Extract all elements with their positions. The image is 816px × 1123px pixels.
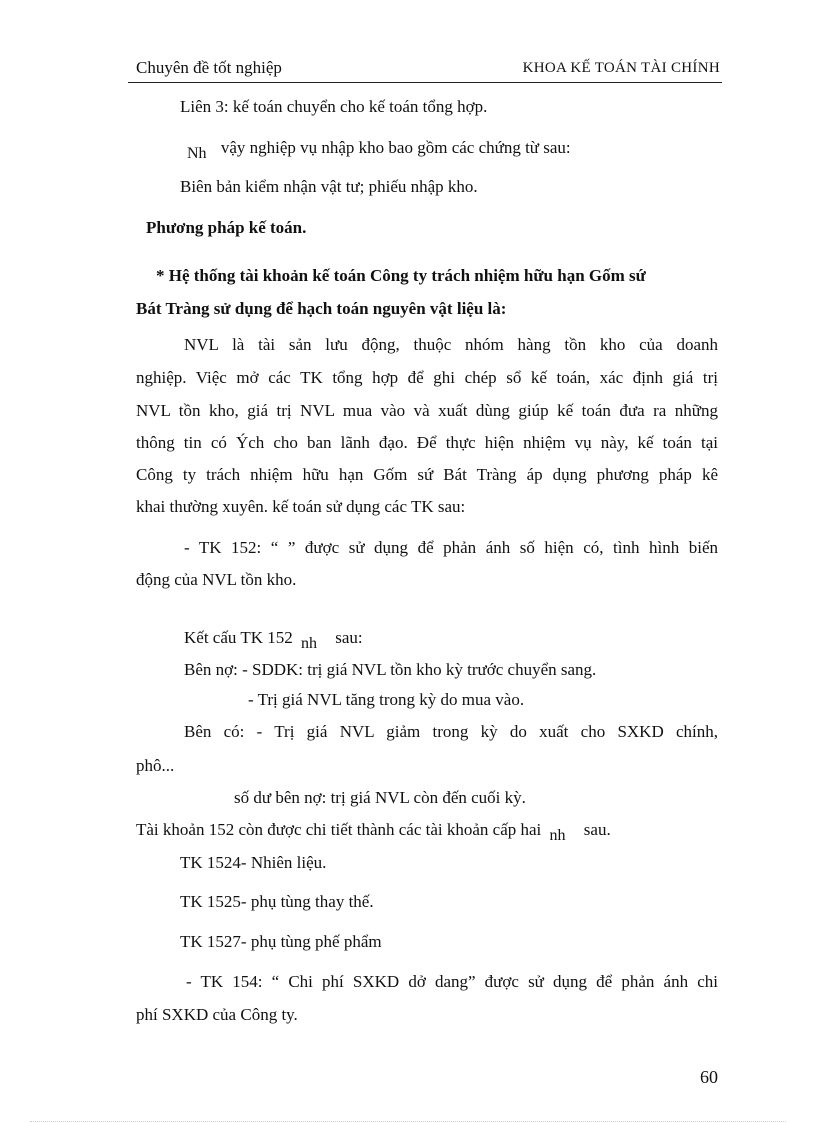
- text-line: [187, 138, 571, 162]
- text-fragment: vậy nghiệp vụ nhập kho bao gồm các chứng từ sau:: [220, 138, 571, 157]
- header-left: Chuyên đề tốt nghiệp: [136, 58, 282, 77]
- text-line: Liên 3: kế toán chuyển cho kế toán tổng hợp.: [180, 97, 488, 116]
- header-rule: [128, 82, 722, 83]
- paragraph-line: - TK 154: “ Chi phí SXKD dở dang” được sử dụng để phản ánh chi: [186, 972, 718, 991]
- text-line: TK 1527- phụ tùng phế phẩm: [180, 932, 382, 951]
- text-fragment: Tài khoản 152 còn được chi tiết thành các tài khoản cấp hai: [136, 820, 542, 839]
- paragraph-line: thông tin có Ých cho ban lãnh đạo. Để thực hiện nhiệm vụ này, kế toán tại: [136, 433, 718, 452]
- text-line: phô...: [136, 756, 175, 775]
- paragraph-line: - TK 152: “ ” được sử dụng để phản ánh số hiện có, tình hình biến: [184, 538, 718, 557]
- paragraph-line: động của NVL tồn kho.: [136, 570, 297, 589]
- paragraph-line: khai thường xuyên. kế toán sử dụng các TK sau:: [136, 497, 466, 516]
- text-fragment: Nh: [187, 145, 207, 162]
- section-heading: Phương pháp kế toán.: [146, 218, 307, 237]
- header-right: KHOA KẾ TOÁN TÀI CHÍNH: [522, 60, 720, 76]
- text-line: số dư bên nợ: trị giá NVL còn đến cuối kỳ.: [234, 788, 526, 807]
- paragraph-line: Công ty trách nhiệm hữu hạn Gốm sứ Bát Tràng áp dụng phương pháp kê: [136, 465, 718, 484]
- text-fragment: Kết cấu TK 152: [184, 628, 293, 647]
- paragraph-line: nghiệp. Việc mở các TK tổng hợp để ghi chép sổ kế toán, xác định giá trị: [136, 368, 718, 387]
- paragraph-line: Bên có: - Trị giá NVL giảm trong kỳ do xuất cho SXKD chính,: [184, 722, 718, 741]
- page-edge-dots: [30, 1121, 786, 1122]
- text-line: TK 1525- phụ tùng thay thế.: [180, 892, 374, 911]
- text-line: Biên bản kiểm nhận vật tư; phiếu nhập kho.: [180, 177, 478, 196]
- paragraph-line: NVL là tài sản lưu động, thuộc nhóm hàng tồn kho của doanh: [184, 335, 718, 354]
- paragraph-line: phí SXKD của Công ty.: [136, 1005, 298, 1024]
- text-fragment: nh: [301, 635, 317, 652]
- text-line: [136, 820, 611, 844]
- text-line: TK 1524- Nhiên liệu.: [180, 853, 327, 872]
- page-number: 60: [700, 1067, 718, 1087]
- text-fragment: sau.: [583, 820, 611, 839]
- paragraph-line: NVL tồn kho, giá trị NVL mua vào và xuất dùng giúp kế toán đưa ra những: [136, 401, 718, 420]
- text-line: - Trị giá NVL tăng trong kỳ do mua vào.: [248, 690, 525, 709]
- text-fragment: sau:: [335, 628, 363, 647]
- text-line: [184, 628, 363, 652]
- section-heading: Bát Tràng sử dụng để hạch toán nguyên vật liệu là:: [136, 299, 507, 318]
- text-line: Bên nợ: - SDDK: trị giá NVL tồn kho kỳ trước chuyển sang.: [184, 660, 597, 679]
- section-heading: * Hệ thống tài khoản kế toán Công ty trách nhiệm hữu hạn Gốm sứ: [156, 266, 646, 285]
- text-fragment: nh: [549, 827, 566, 844]
